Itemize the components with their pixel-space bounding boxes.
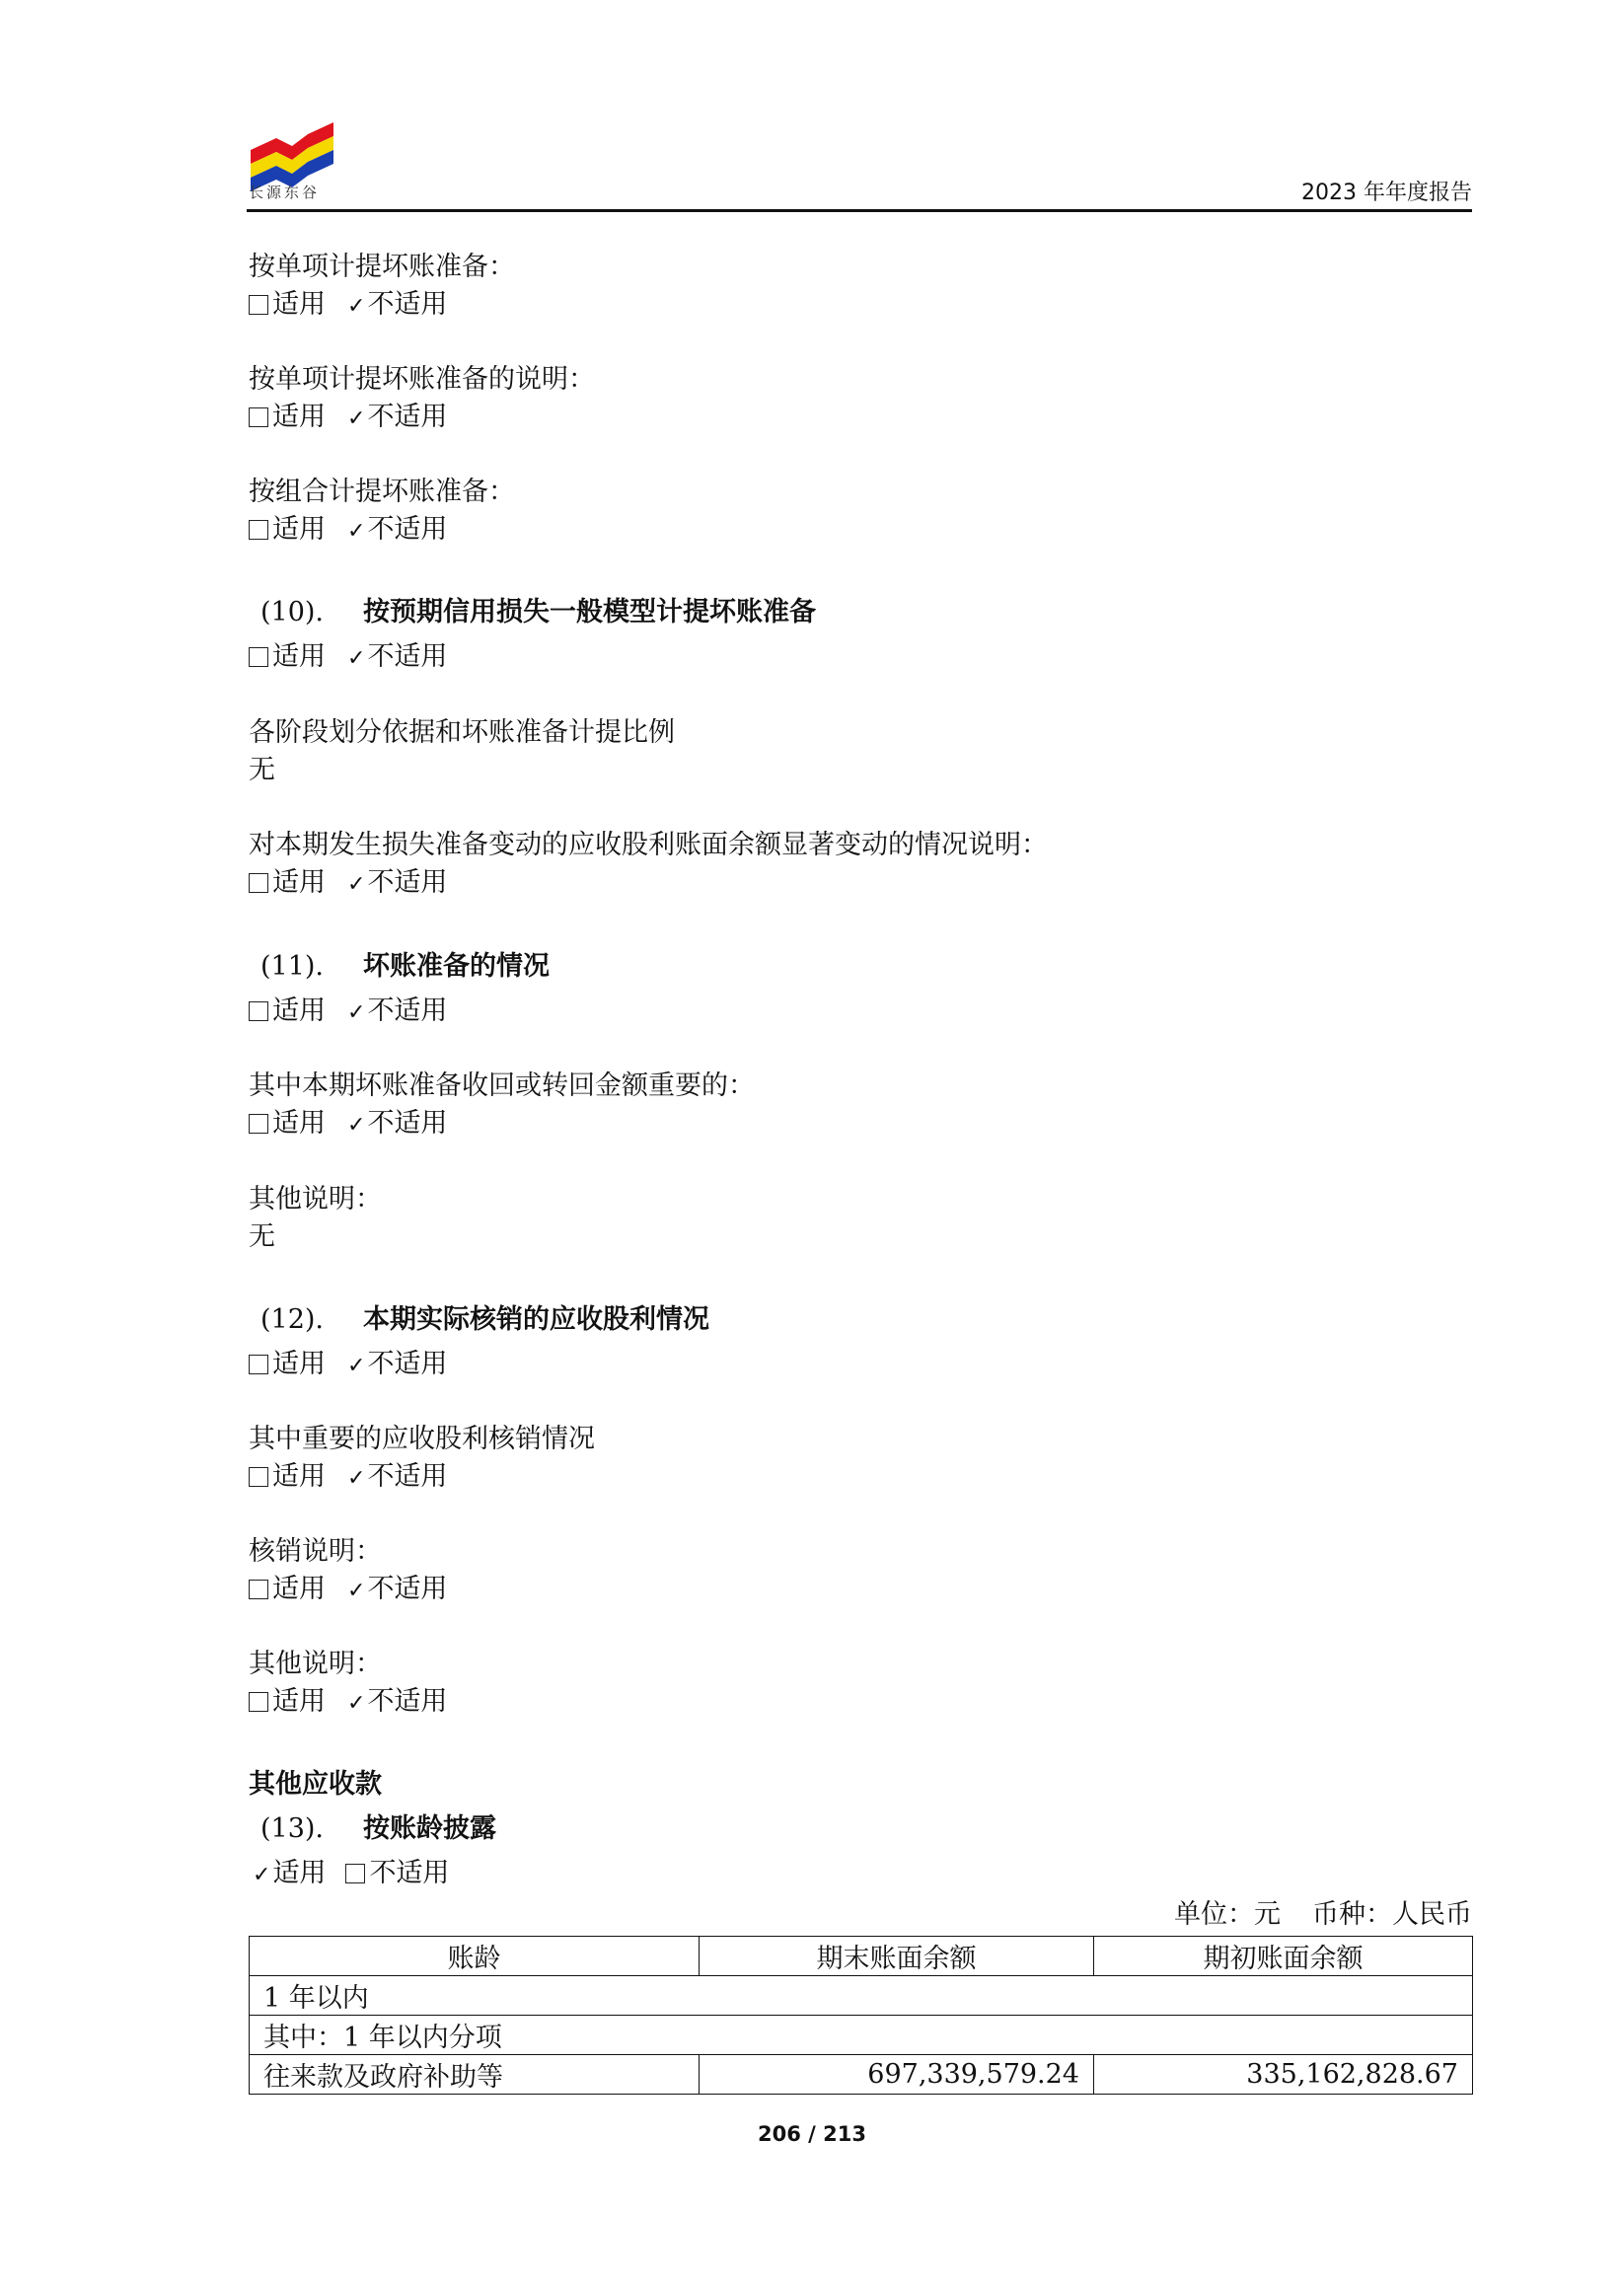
- row-label: 其中：1 年以内分项: [250, 2016, 1473, 2055]
- empty-checkbox-icon: [249, 1580, 268, 1599]
- header-ending-balance: 期末账面余额: [700, 1937, 1094, 1976]
- individual-provision-label: 按单项计提坏账准备：: [249, 252, 515, 282]
- check-mark-icon: ✓: [347, 646, 366, 671]
- other-notes-value: 无: [249, 1221, 275, 1252]
- check-mark-icon: ✓: [253, 1863, 271, 1887]
- header-aging: 账龄: [250, 1937, 700, 1976]
- unit-currency: 单位：元 币种：人民币: [1174, 1899, 1472, 1930]
- choice-row: 适用 ✓不适用: [249, 1684, 447, 1722]
- choice-row: 适用 ✓不适用: [249, 994, 447, 1031]
- choice-row: 适用 ✓不适用: [249, 400, 447, 437]
- check-mark-icon: ✓: [347, 1691, 366, 1716]
- empty-checkbox-icon: [249, 873, 268, 893]
- section-heading-10: (10). 按预期信用损失一般模型计提坏账准备: [260, 597, 816, 627]
- empty-checkbox-icon: [249, 1114, 268, 1134]
- check-mark-icon: ✓: [347, 294, 366, 319]
- row-label: 1 年以内: [250, 1976, 1473, 2016]
- writeoff-important-label: 其中重要的应收股利核销情况: [249, 1424, 595, 1454]
- choice-row: 适用 ✓不适用: [249, 1459, 447, 1497]
- empty-checkbox-icon: [249, 647, 268, 667]
- table-row: [250, 2055, 1473, 2095]
- logo-text: 长源东谷: [249, 184, 321, 201]
- row-label: 往来款及政府补助等: [250, 2055, 700, 2095]
- empty-checkbox-icon: [249, 1355, 268, 1374]
- report-title: 2023 年年度报告: [1301, 181, 1472, 205]
- table-row: [250, 1976, 1473, 2016]
- table-row: [250, 2016, 1473, 2055]
- header-divider: [247, 209, 1472, 212]
- check-mark-icon: ✓: [347, 1466, 366, 1491]
- choice-row: 适用 ✓不适用: [249, 865, 447, 903]
- empty-checkbox-icon: [249, 520, 268, 540]
- section-heading-11: (11). 坏账准备的情况: [260, 951, 550, 982]
- empty-checkbox-icon: [249, 1467, 268, 1487]
- stage-basis-value: 无: [249, 755, 275, 785]
- choice-row-applicable: ✓适用 不适用: [249, 1856, 449, 1893]
- header-opening-balance: 期初账面余额: [1094, 1937, 1473, 1976]
- other-notes-label-2: 其他说明：: [249, 1649, 382, 1679]
- choice-row: 适用 ✓不适用: [249, 287, 447, 325]
- recovery-label: 其中本期坏账准备收回或转回金额重要的：: [249, 1070, 755, 1101]
- stage-basis-label: 各阶段划分依据和坏账准备计提比例: [249, 717, 675, 748]
- check-mark-icon: ✓: [347, 1000, 366, 1025]
- empty-checkbox-icon: [345, 1864, 365, 1883]
- choice-row: 适用 ✓不适用: [249, 1347, 447, 1384]
- individual-provision-note-label: 按单项计提坏账准备的说明：: [249, 364, 595, 395]
- empty-checkbox-icon: [249, 1001, 268, 1021]
- writeoff-note-label: 核销说明：: [249, 1536, 382, 1567]
- check-mark-icon: ✓: [347, 1354, 366, 1378]
- loss-change-note-label: 对本期发生损失准备变动的应收股利账面余额显著变动的情况说明：: [249, 830, 1048, 860]
- opening-balance-value: 335,162,828.67: [1094, 2055, 1473, 2095]
- ending-balance-value: 697,339,579.24: [700, 2055, 1094, 2095]
- section-heading-12: (12). 本期实际核销的应收股利情况: [260, 1304, 709, 1335]
- choice-row: 适用 ✓不适用: [249, 512, 447, 550]
- other-notes-label: 其他说明：: [249, 1184, 382, 1215]
- section-heading-13: (13). 按账龄披露: [260, 1813, 496, 1844]
- aging-table: [249, 1936, 1473, 2095]
- empty-checkbox-icon: [249, 295, 268, 315]
- check-mark-icon: ✓: [347, 406, 366, 431]
- check-mark-icon: ✓: [347, 872, 366, 897]
- choice-row: 适用 ✓不适用: [249, 1106, 447, 1143]
- choice-row: 适用 ✓不适用: [249, 1572, 447, 1609]
- check-mark-icon: ✓: [347, 519, 366, 544]
- table-header-row: [250, 1937, 1473, 1976]
- empty-checkbox-icon: [249, 407, 268, 427]
- portfolio-provision-label: 按组合计提坏账准备：: [249, 477, 515, 507]
- choice-row: 适用 ✓不适用: [249, 639, 447, 677]
- check-mark-icon: ✓: [347, 1579, 366, 1603]
- empty-checkbox-icon: [249, 1692, 268, 1712]
- check-mark-icon: ✓: [347, 1113, 366, 1138]
- page-number: 206 / 213: [758, 2122, 866, 2146]
- section-title-other-receivables: 其他应收款: [249, 1769, 382, 1800]
